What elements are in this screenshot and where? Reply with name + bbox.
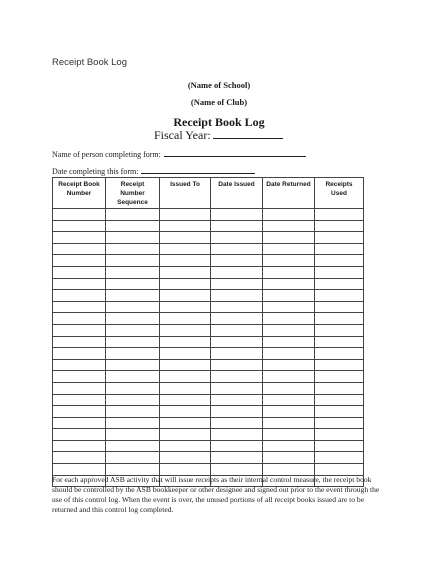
table-cell[interactable] [315, 255, 364, 267]
table-cell[interactable] [263, 359, 315, 371]
table-cell[interactable] [160, 417, 211, 429]
column-header: Date Returned [263, 178, 315, 209]
table-cell[interactable] [160, 348, 211, 360]
table-row [53, 278, 364, 290]
table-row [53, 371, 364, 383]
document-label: Receipt Book Log [52, 57, 127, 68]
table-cell[interactable] [53, 382, 106, 394]
table-cell[interactable] [315, 429, 364, 441]
table-cell[interactable] [106, 382, 160, 394]
table-row [53, 348, 364, 360]
table-cell[interactable] [106, 232, 160, 244]
fiscal-year-label: Fiscal Year: [154, 128, 211, 142]
column-header: Receipt Book Number [53, 178, 106, 209]
table-cell[interactable] [53, 220, 106, 232]
fiscal-year-field [154, 128, 283, 143]
table-cell[interactable] [106, 278, 160, 290]
table-cell[interactable] [263, 324, 315, 336]
table-cell[interactable] [106, 324, 160, 336]
person-completing-blank[interactable] [164, 148, 306, 157]
table-cell[interactable] [211, 324, 263, 336]
table-cell[interactable] [53, 371, 106, 383]
table-cell[interactable] [315, 220, 364, 232]
table-cell[interactable] [211, 406, 263, 418]
table-row [53, 313, 364, 325]
table-cell[interactable] [160, 371, 211, 383]
table-cell[interactable] [160, 464, 211, 476]
table-cell[interactable] [211, 371, 263, 383]
table-cell[interactable] [263, 313, 315, 325]
table-row [53, 324, 364, 336]
table-cell[interactable] [160, 232, 211, 244]
table-cell[interactable] [315, 394, 364, 406]
table-row [53, 417, 364, 429]
table-cell[interactable] [315, 406, 364, 418]
table-row [53, 359, 364, 371]
table-cell[interactable] [160, 336, 211, 348]
table-cell[interactable] [211, 382, 263, 394]
table-row [53, 232, 364, 244]
table-cell[interactable] [53, 394, 106, 406]
table-cell[interactable] [106, 266, 160, 278]
table-cell[interactable] [53, 348, 106, 360]
table-cell[interactable] [263, 243, 315, 255]
page-title: Receipt Book Log [173, 115, 265, 129]
table-cell[interactable] [211, 464, 263, 476]
table-cell[interactable] [263, 290, 315, 302]
table-row [53, 209, 364, 221]
table-cell[interactable] [315, 464, 364, 476]
table-cell[interactable] [53, 301, 106, 313]
table-cell[interactable] [211, 290, 263, 302]
table-cell[interactable] [263, 440, 315, 452]
table-cell[interactable] [263, 348, 315, 360]
table-cell[interactable] [315, 313, 364, 325]
table-cell[interactable] [106, 220, 160, 232]
table-cell[interactable] [160, 394, 211, 406]
table-cell[interactable] [160, 440, 211, 452]
table-cell[interactable] [211, 440, 263, 452]
table-cell[interactable] [263, 255, 315, 267]
table-row [53, 243, 364, 255]
table-row [53, 301, 364, 313]
table-row [53, 452, 364, 464]
club-name-heading: (Name of Club) [190, 97, 248, 107]
table-cell[interactable] [160, 406, 211, 418]
table-cell[interactable] [53, 464, 106, 476]
table-cell[interactable] [315, 382, 364, 394]
table-cell[interactable] [211, 301, 263, 313]
footnote-text: For each approved ASB activity that will issue receipts as their internal control measure, the receipt book should be controlled by the ASB bookkeeper or other designee and signed out prior to the event through the use of this control log. When the event is over, the unused portions of all receipt books issued are to be returned and this control log completed. [52, 475, 380, 514]
table-cell[interactable] [315, 452, 364, 464]
table-cell[interactable] [315, 243, 364, 255]
table-cell[interactable] [160, 243, 211, 255]
person-completing-label: Name of person completing form: [52, 150, 161, 159]
table-row [53, 429, 364, 441]
table-row [53, 220, 364, 232]
table-cell[interactable] [263, 406, 315, 418]
table-cell[interactable] [106, 290, 160, 302]
table-cell[interactable] [211, 452, 263, 464]
table-cell[interactable] [315, 324, 364, 336]
table-row [53, 382, 364, 394]
table-cell[interactable] [53, 359, 106, 371]
table-cell[interactable] [53, 452, 106, 464]
column-header: Receipts Used [315, 178, 364, 209]
table-cell[interactable] [53, 313, 106, 325]
fiscal-year-blank[interactable] [213, 128, 283, 139]
table-cell[interactable] [263, 266, 315, 278]
table-cell[interactable] [160, 266, 211, 278]
table-cell[interactable] [211, 348, 263, 360]
table-cell[interactable] [53, 324, 106, 336]
date-completing-field [52, 165, 255, 176]
table-cell[interactable] [211, 417, 263, 429]
table-cell[interactable] [106, 336, 160, 348]
table-row [53, 266, 364, 278]
table-cell[interactable] [106, 209, 160, 221]
table-cell[interactable] [315, 336, 364, 348]
table-cell[interactable] [106, 348, 160, 360]
table-cell[interactable] [106, 301, 160, 313]
table-cell[interactable] [160, 209, 211, 221]
table-cell[interactable] [106, 417, 160, 429]
table-cell[interactable] [106, 371, 160, 383]
table-cell[interactable] [106, 464, 160, 476]
table-cell[interactable] [315, 301, 364, 313]
date-completing-blank[interactable] [141, 165, 255, 174]
table-cell[interactable] [211, 209, 263, 221]
table-row [53, 336, 364, 348]
table-cell[interactable] [106, 255, 160, 267]
table-cell[interactable] [160, 429, 211, 441]
school-name-heading: (Name of School) [187, 80, 251, 90]
table-cell[interactable] [315, 232, 364, 244]
date-completing-label: Date completing this form: [52, 167, 139, 176]
table-cell[interactable] [211, 266, 263, 278]
table-cell[interactable] [106, 313, 160, 325]
table-cell[interactable] [263, 336, 315, 348]
table-cell[interactable] [106, 429, 160, 441]
table-cell[interactable] [315, 359, 364, 371]
table-row [53, 406, 364, 418]
table-cell[interactable] [53, 290, 106, 302]
table-cell[interactable] [160, 324, 211, 336]
table-cell[interactable] [53, 336, 106, 348]
table-body [53, 209, 364, 487]
table-cell[interactable] [53, 417, 106, 429]
table-cell[interactable] [160, 359, 211, 371]
table-cell[interactable] [160, 382, 211, 394]
person-completing-field [52, 148, 306, 159]
table-cell[interactable] [211, 394, 263, 406]
table-cell[interactable] [315, 348, 364, 360]
table-cell[interactable] [160, 290, 211, 302]
table-cell[interactable] [53, 406, 106, 418]
receipt-log-table [52, 177, 364, 487]
table-cell[interactable] [106, 406, 160, 418]
table-cell[interactable] [160, 220, 211, 232]
table-cell[interactable] [263, 417, 315, 429]
table-cell[interactable] [53, 209, 106, 221]
table-header-row [53, 178, 364, 209]
table-cell[interactable] [211, 429, 263, 441]
table-cell[interactable] [263, 209, 315, 221]
table-cell[interactable] [106, 452, 160, 464]
table-cell[interactable] [263, 382, 315, 394]
table-cell[interactable] [263, 220, 315, 232]
table-cell[interactable] [53, 429, 106, 441]
table-cell[interactable] [106, 394, 160, 406]
table-cell[interactable] [315, 290, 364, 302]
table-cell[interactable] [160, 301, 211, 313]
table-cell[interactable] [106, 359, 160, 371]
table-cell[interactable] [211, 243, 263, 255]
table-cell[interactable] [160, 313, 211, 325]
table-cell[interactable] [53, 243, 106, 255]
table-cell[interactable] [315, 371, 364, 383]
table-cell[interactable] [315, 209, 364, 221]
table-cell[interactable] [211, 255, 263, 267]
column-header: Receipt Number Sequence [106, 178, 160, 209]
table-cell[interactable] [263, 452, 315, 464]
table-cell[interactable] [211, 220, 263, 232]
table-cell[interactable] [263, 464, 315, 476]
column-header: Date Issued [211, 178, 263, 209]
column-header: Issued To [160, 178, 211, 209]
table-cell[interactable] [211, 359, 263, 371]
table-cell[interactable] [53, 255, 106, 267]
table-cell[interactable] [211, 336, 263, 348]
table-row [53, 464, 364, 476]
table-cell[interactable] [263, 429, 315, 441]
table-row [53, 290, 364, 302]
table-cell[interactable] [160, 452, 211, 464]
table-row [53, 440, 364, 452]
table-cell[interactable] [53, 232, 106, 244]
table-cell[interactable] [160, 278, 211, 290]
table-cell[interactable] [53, 266, 106, 278]
table-cell[interactable] [106, 440, 160, 452]
table-row [53, 394, 364, 406]
table-cell[interactable] [263, 371, 315, 383]
table-cell[interactable] [53, 440, 106, 452]
table-cell[interactable] [315, 266, 364, 278]
table-cell[interactable] [106, 243, 160, 255]
table-cell[interactable] [263, 301, 315, 313]
table-cell[interactable] [315, 440, 364, 452]
table-cell[interactable] [211, 232, 263, 244]
table-cell[interactable] [263, 278, 315, 290]
table-cell[interactable] [160, 255, 211, 267]
table-cell[interactable] [315, 417, 364, 429]
table-cell[interactable] [211, 278, 263, 290]
table-cell[interactable] [263, 232, 315, 244]
table-cell[interactable] [315, 278, 364, 290]
table-row [53, 255, 364, 267]
table-cell[interactable] [53, 278, 106, 290]
table-cell[interactable] [263, 394, 315, 406]
table-cell[interactable] [211, 313, 263, 325]
